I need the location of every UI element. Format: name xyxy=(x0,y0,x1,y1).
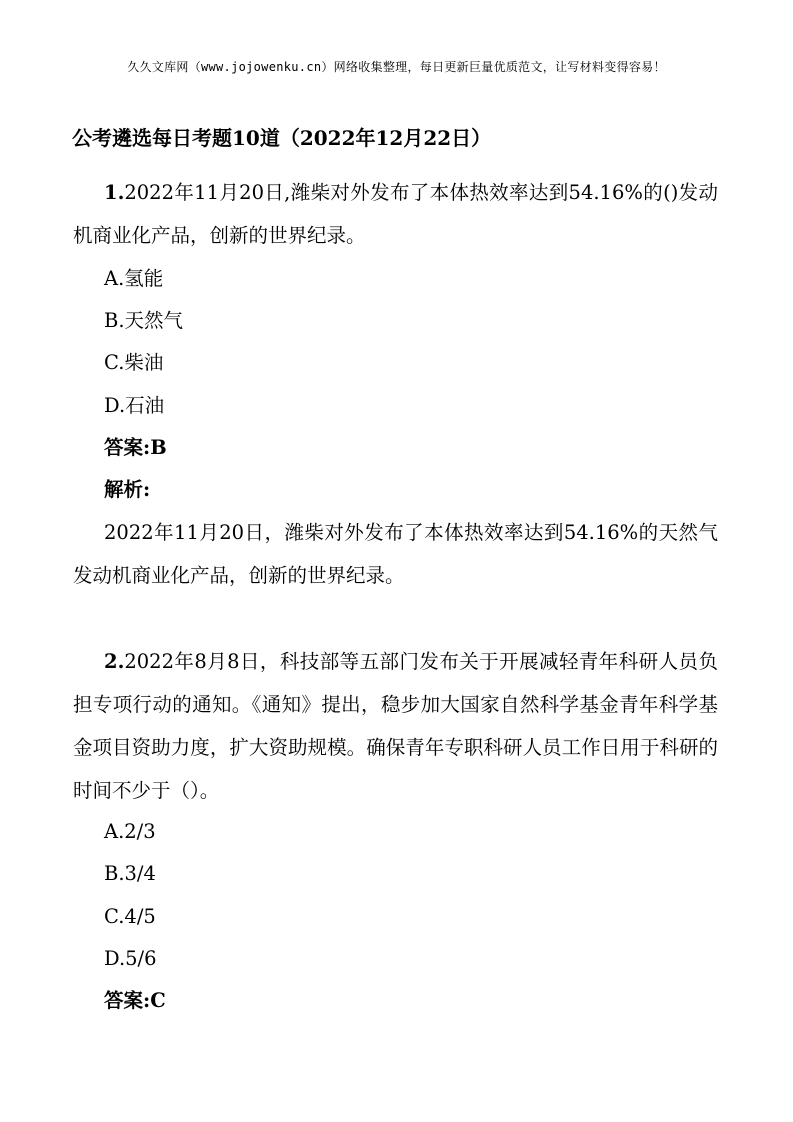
question-1-option-b: B.天然气 xyxy=(104,309,184,332)
question-1-option-c: C.柴油 xyxy=(104,351,164,374)
question-2-stem xyxy=(73,640,718,812)
question-1-answer: 答案:B xyxy=(104,436,167,459)
document-title: 公考遴选每日考题10道（2022年12月22日） xyxy=(72,126,492,150)
page-header: 久久文库网（www.jojowenku.cn）网络收集整理，每日更新巨量优质范文，让写材料变得容易！ xyxy=(127,60,666,74)
question-2-option-d: D.5/6 xyxy=(104,947,157,970)
question-1-stem xyxy=(73,171,718,257)
question-1-option-a: A.氢能 xyxy=(104,267,164,290)
question-2-text: 2022年8月8日，科技部等五部门发布关于开展减轻青年科研人员负担专项行动的通知。《通知》提出，稳步加大国家自然科学基金青年科学基金项目资助力度，扩大资助规模。确保青年专职科研人员工作日用于科研的时间不少于（）。 xyxy=(73,650,718,802)
question-2-answer: 答案:C xyxy=(104,989,166,1012)
question-1-analysis-label: 解析: xyxy=(104,478,151,501)
question-2-option-b: B.3/4 xyxy=(104,862,156,885)
question-1-text: 2022年11月20日,潍柴对外发布了本体热效率达到54.16%的()发动机商业化产品，创新的世界纪录。 xyxy=(73,181,718,247)
question-1-number: 1. xyxy=(104,181,125,204)
question-1-option-d: D.石油 xyxy=(104,394,165,417)
question-2-option-c: C.4/5 xyxy=(104,905,156,928)
question-2-option-a: A.2/3 xyxy=(104,820,156,843)
question-2-number: 2. xyxy=(104,650,125,673)
question-1-analysis: 2022年11月20日，潍柴对外发布了本体热效率达到54.16%的天然气发动机商业化产品，创新的世界纪录。 xyxy=(73,521,718,587)
